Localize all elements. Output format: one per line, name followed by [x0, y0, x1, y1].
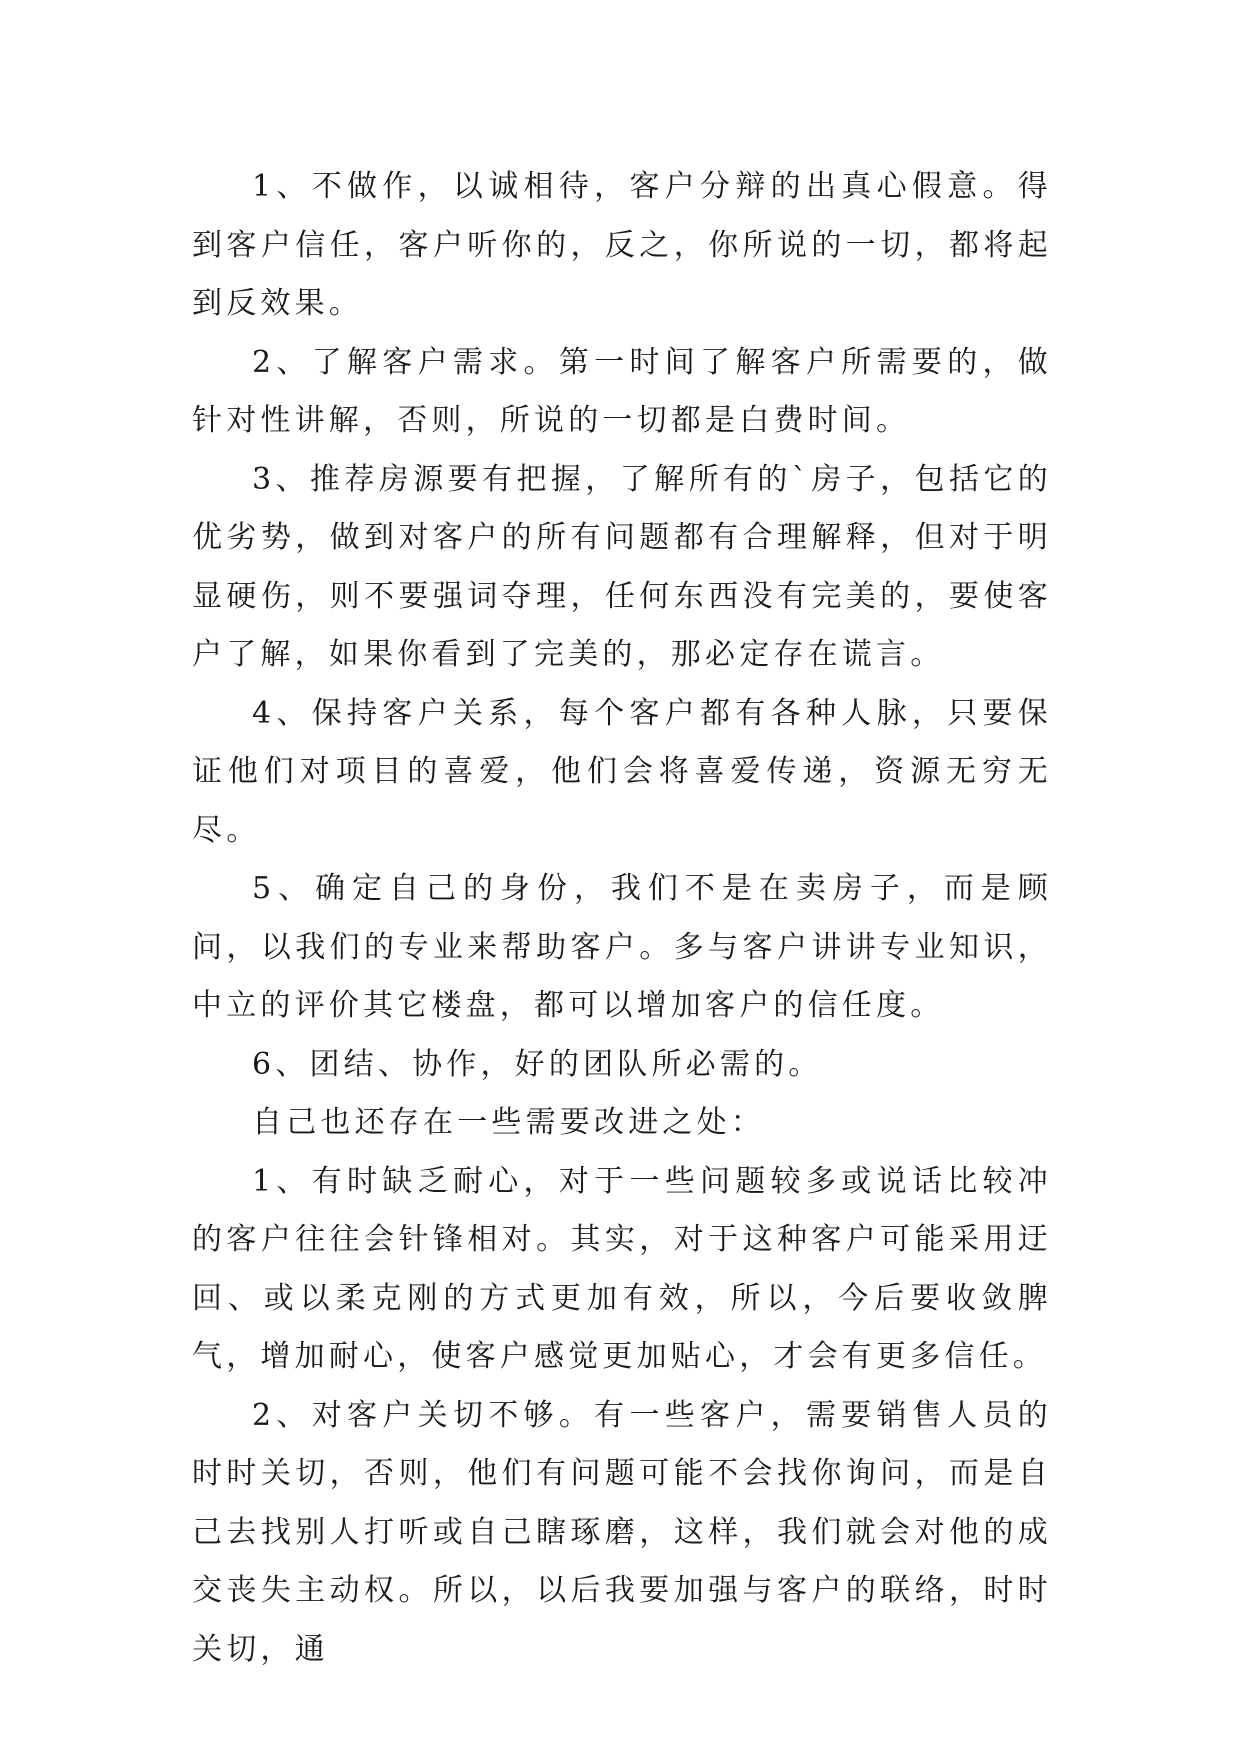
paragraph-9: 2、对客户关切不够。有一些客户，需要销售人员的时时关切，否则，他们有问题可能不会找你询问，而是自己去找别人打听或自己瞎琢磨，这样，我们就会对他的成交丧失主动权。所以，以后我要加强与客户的联络，时时关切，通	[192, 1397, 1052, 1667]
paragraph-6: 6、团结、协作，好的团队所必需的。	[252, 1046, 823, 1082]
paragraph-2: 2、了解客户需求。第一时间了解客户所需要的，做针对性讲解，否则，所说的一切都是白费时间。	[192, 344, 1052, 438]
paragraph-3: 3、推荐房源要有把握，了解所有的`房子，包括它的优劣势，做到对客户的所有问题都有合理解释，但对于明显硬伤，则不要强词夺理，任何东西没有完美的，要使客户了解，如果你看到了完美的，那必定存在谎言。	[192, 461, 1052, 672]
paragraph-4: 4、保持客户关系，每个客户都有各种人脉，只要保证他们对项目的喜爱，他们会将喜爱传递，资源无穷无尽。	[192, 695, 1052, 848]
document-body	[192, 158, 1052, 1679]
paragraph-1: 1、不做作，以诚相待，客户分辩的出真心假意。得到客户信任，客户听你的，反之，你所说的一切，都将起到反效果。	[192, 169, 1052, 321]
improvement-heading: 自己也还存在一些需要改进之处：	[252, 1105, 765, 1140]
paragraph-8: 1、有时缺乏耐心，对于一些问题较多或说话比较冲的客户往往会针锋相对。其实，对于这种客户可能采用迂回、或以柔克刚的方式更加有效，所以，今后要收敛脾气，增加耐心，使客户感觉更加贴心，才会有更多信任。	[192, 1163, 1052, 1374]
paragraph-5: 5、确定自己的身份，我们不是在卖房子，而是顾问，以我们的专业来帮助客户。多与客户讲讲专业知识，中立的评价其它楼盘，都可以增加客户的信任度。	[192, 871, 1052, 1023]
